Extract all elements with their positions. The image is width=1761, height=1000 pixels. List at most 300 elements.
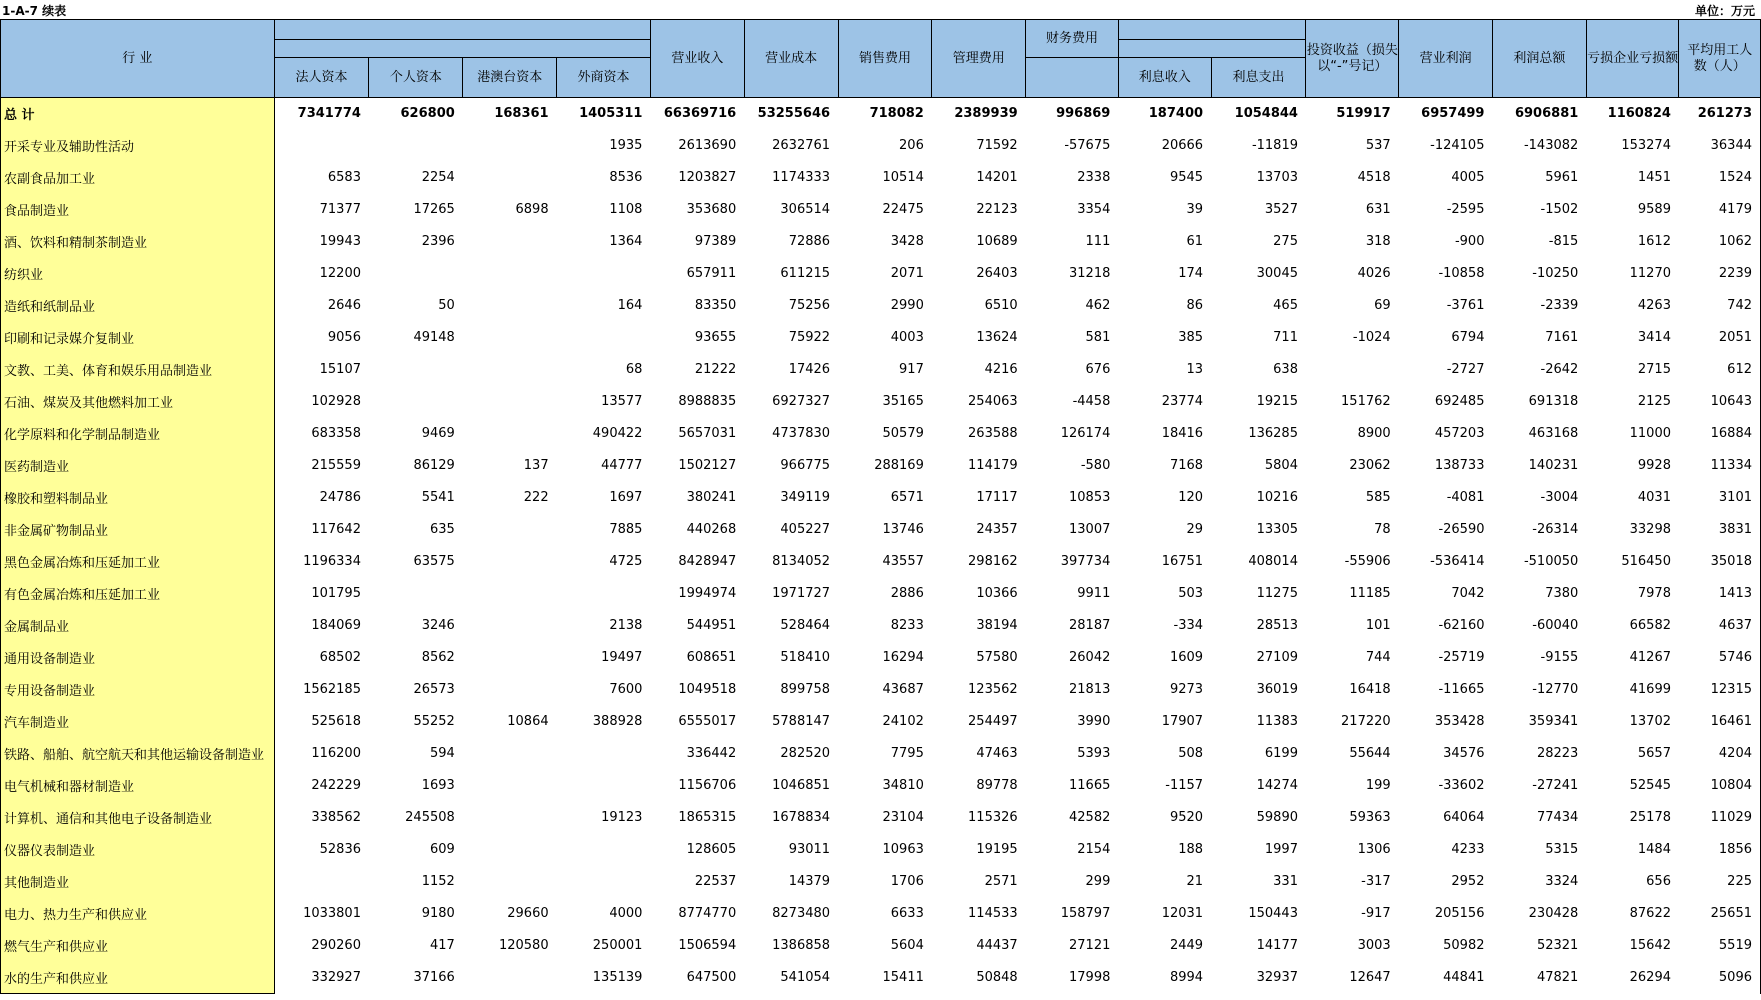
cell-value: 1524	[1679, 162, 1761, 194]
cell-value: 22475	[882, 202, 924, 217]
cell-value: 353680	[686, 202, 737, 217]
cell-value: -580	[1080, 458, 1111, 473]
cell-value: 711	[1273, 330, 1298, 345]
cell-value	[463, 162, 557, 194]
cell-value: 692485	[1434, 394, 1485, 409]
table-row	[1, 674, 1761, 706]
cell-value: 537	[1365, 138, 1391, 153]
cell-value: 16418	[1349, 682, 1391, 697]
cell-value: 647500	[686, 970, 737, 985]
cell-value: 5519	[1679, 930, 1761, 962]
cell-value: 2886	[890, 586, 924, 601]
cell-value: 609	[429, 842, 455, 857]
row-industry-label: 通用设备制造业	[1, 642, 275, 674]
cell-value: 7042	[1451, 586, 1485, 601]
row-industry-label: 农副食品加工业	[1, 162, 275, 194]
cell-value: -1157	[1165, 778, 1204, 793]
cell-value: -317	[1361, 874, 1391, 889]
cell-value: 114179	[968, 458, 1018, 473]
cell-value: 332927	[311, 970, 361, 985]
cell-value: 13577	[601, 394, 643, 409]
cell-value: 19195	[976, 842, 1018, 857]
cell-value: 55252	[413, 714, 455, 729]
cell-value: 29	[1186, 522, 1204, 537]
cell-value: 585	[1365, 490, 1391, 505]
cell-value: 1413	[1679, 578, 1761, 610]
cell-value: 2632761	[772, 138, 831, 153]
cell-value	[463, 642, 557, 674]
cell-value: 9545	[1169, 170, 1204, 185]
cell-value: 9520	[1169, 810, 1204, 825]
cell-value: 3354	[1077, 202, 1111, 217]
cell-value: 331	[1273, 874, 1298, 889]
cell-value: 222	[523, 490, 549, 505]
cell-value: 5657031	[678, 426, 737, 441]
cell-value: 168361	[494, 106, 549, 122]
cell-value: -11819	[1251, 138, 1298, 153]
cell-value: 86	[1186, 298, 1204, 313]
cell-value: 4026	[1357, 266, 1391, 281]
cell-value: 3246	[421, 618, 455, 633]
cell-value: 7341774	[297, 106, 361, 122]
cell-value: 3414	[1637, 330, 1671, 345]
table-row	[1, 610, 1761, 642]
cell-value: -917	[1361, 906, 1391, 921]
cell-value: 8900	[1357, 426, 1391, 441]
cell-value: 5804	[1264, 458, 1298, 473]
cell-value: 19497	[601, 650, 643, 665]
table-row	[1, 546, 1761, 578]
cell-value: -27241	[1532, 778, 1579, 793]
cell-value: 318	[1365, 234, 1391, 249]
cell-value: 966775	[780, 458, 831, 473]
cell-value: 3101	[1679, 482, 1761, 514]
cell-value: 528464	[780, 618, 831, 633]
cell-value: -2339	[1540, 298, 1579, 313]
cell-value: 34576	[1443, 746, 1485, 761]
row-industry-label: 专用设备制造业	[1, 674, 275, 706]
cell-value: 116200	[311, 746, 361, 761]
cell-value: 43687	[882, 682, 924, 697]
cell-value: 5541	[421, 490, 455, 505]
cell-value: 123562	[968, 682, 1018, 697]
row-industry-label: 总 计	[1, 98, 275, 130]
cell-value: 78	[1374, 522, 1391, 537]
cell-value: 5657	[1637, 746, 1671, 761]
cell-value: 41699	[1629, 682, 1671, 697]
cell-value: 11665	[1069, 778, 1111, 793]
cell-value: -26590	[1438, 522, 1485, 537]
cell-value: 541054	[780, 970, 831, 985]
cell-value: 52545	[1629, 778, 1671, 793]
cell-value: 101	[1365, 618, 1391, 633]
cell-value: 10864	[507, 714, 549, 729]
cell-value: 638	[1273, 362, 1298, 377]
row-industry-label: 医药制造业	[1, 450, 275, 482]
cell-value: 380241	[686, 490, 737, 505]
cell-value: 14201	[976, 170, 1018, 185]
cell-value: -124105	[1430, 138, 1485, 153]
cell-value: 1108	[609, 202, 643, 217]
cell-value: 683358	[311, 426, 361, 441]
row-industry-label: 食品制造业	[1, 194, 275, 226]
cell-value	[369, 258, 463, 290]
cell-value: 187400	[1148, 106, 1204, 122]
cell-value: 2449	[1169, 938, 1204, 953]
cell-value: 3527	[1264, 202, 1298, 217]
cell-value: 66582	[1629, 618, 1671, 633]
cell-value	[463, 674, 557, 706]
cell-value: 36344	[1679, 130, 1761, 162]
cell-value: 5096	[1679, 962, 1761, 994]
cell-value	[1306, 354, 1399, 386]
cell-value	[369, 386, 463, 418]
cell-value: 1196334	[303, 554, 361, 569]
cell-value	[463, 738, 557, 770]
unit-label: 单位：万元	[1694, 4, 1755, 18]
cell-value	[557, 834, 651, 866]
cell-value: -25719	[1438, 650, 1485, 665]
cell-value: 42582	[1069, 810, 1111, 825]
cell-value: 261273	[1679, 98, 1761, 130]
cell-value: 26573	[413, 682, 455, 697]
cell-value: -2642	[1540, 362, 1579, 377]
cell-value: 63575	[413, 554, 455, 569]
cell-value	[557, 738, 651, 770]
cell-value: 4637	[1679, 610, 1761, 642]
cell-value: -536414	[1430, 554, 1485, 569]
cell-value: 47463	[976, 746, 1018, 761]
cell-value: 101795	[311, 586, 361, 601]
cell-value	[463, 578, 557, 610]
cell-value: 11185	[1349, 586, 1391, 601]
cell-value: 2239	[1679, 258, 1761, 290]
row-industry-label: 化学原料和化学制品制造业	[1, 418, 275, 450]
cell-value: 1049518	[678, 682, 737, 697]
cell-value: 7168	[1169, 458, 1204, 473]
cell-value: 26294	[1629, 970, 1671, 985]
cell-value: 8428947	[678, 554, 737, 569]
cell-value: 61	[1186, 234, 1204, 249]
cell-value: 1160824	[1607, 106, 1671, 122]
cell-value: 57580	[976, 650, 1018, 665]
cell-value: 744	[1365, 650, 1391, 665]
cell-value: 14177	[1256, 938, 1298, 953]
cell-value: 77434	[1536, 810, 1579, 825]
cell-value: 519917	[1336, 106, 1391, 122]
row-industry-label: 纺织业	[1, 258, 275, 290]
cell-value: 8536	[609, 170, 643, 185]
cell-value: 97389	[694, 234, 737, 249]
cell-value: -815	[1548, 234, 1579, 249]
table-row	[1, 802, 1761, 834]
row-industry-label: 仪器仪表制造业	[1, 834, 275, 866]
cell-value: -10858	[1438, 266, 1485, 281]
cell-value: 691318	[1528, 394, 1579, 409]
cell-value: 43557	[882, 554, 924, 569]
cell-value: -55906	[1344, 554, 1391, 569]
cell-value: 120	[1178, 490, 1204, 505]
header-individual-capital: 个人资本	[369, 58, 463, 98]
cell-value: 47821	[1536, 970, 1579, 985]
cell-value: 6571	[890, 490, 924, 505]
table-row	[1, 834, 1761, 866]
cell-value: 254497	[968, 714, 1018, 729]
cell-value: 2990	[890, 298, 924, 313]
cell-value: 1562185	[303, 682, 361, 697]
cell-value: 22123	[976, 202, 1018, 217]
cell-value: 93655	[694, 330, 737, 345]
table-row	[1, 162, 1761, 194]
cell-value: 17998	[1069, 970, 1111, 985]
header-corporate-capital: 法人资本	[274, 58, 369, 98]
cell-value: 30045	[1256, 266, 1298, 281]
row-industry-label: 橡胶和塑料制品业	[1, 482, 275, 514]
table-row	[1, 98, 1761, 130]
row-industry-label: 计算机、通信和其他电子设备制造业	[1, 802, 275, 834]
cell-value: 4263	[1637, 298, 1671, 313]
cell-value: 184069	[311, 618, 361, 633]
cell-value: 44437	[976, 938, 1018, 953]
cell-value: 16461	[1679, 706, 1761, 738]
header-sales-expense: 销售费用	[838, 20, 932, 98]
cell-value: 89778	[976, 778, 1018, 793]
cell-value: 1506594	[678, 938, 737, 953]
cell-value: 25178	[1629, 810, 1671, 825]
cell-value: 23774	[1161, 394, 1204, 409]
cell-value: 33298	[1629, 522, 1671, 537]
cell-value: 1706	[890, 874, 924, 889]
row-industry-label: 电气机械和器材制造业	[1, 770, 275, 802]
cell-value: 2254	[421, 170, 455, 185]
cell-value	[557, 258, 651, 290]
cell-value: 64064	[1443, 810, 1485, 825]
cell-value	[463, 866, 557, 898]
cell-value: 2051	[1679, 322, 1761, 354]
cell-value	[369, 354, 463, 386]
cell-value: 463168	[1528, 426, 1579, 441]
cell-value	[463, 962, 557, 994]
cell-value: 11029	[1679, 802, 1761, 834]
cell-value: 199	[1365, 778, 1391, 793]
header-foreign-capital: 外商资本	[557, 58, 651, 98]
table-row	[1, 354, 1761, 386]
cell-value: 29660	[507, 906, 549, 921]
cell-value: 490422	[592, 426, 643, 441]
cell-value: 2396	[421, 234, 455, 249]
cell-value: 4518	[1357, 170, 1391, 185]
cell-value: 150443	[1248, 906, 1298, 921]
cell-value: 19943	[319, 234, 361, 249]
cell-value: 24786	[319, 490, 361, 505]
cell-value: 2646	[327, 298, 361, 313]
cell-value: 13746	[882, 522, 924, 537]
cell-value: 6510	[984, 298, 1018, 313]
cell-value: 13305	[1256, 522, 1298, 537]
cell-value: 462	[1085, 298, 1111, 313]
cell-value: 5315	[1545, 842, 1579, 857]
cell-value: 336442	[686, 746, 737, 761]
cell-value: 631	[1365, 202, 1391, 217]
cell-value: 136285	[1248, 426, 1298, 441]
cell-value: 1364	[609, 234, 643, 249]
cell-value: 16751	[1161, 554, 1204, 569]
cell-value: 164	[617, 298, 643, 313]
cell-value: 1678834	[772, 810, 831, 825]
cell-value: 32937	[1256, 970, 1298, 985]
table-row	[1, 866, 1761, 898]
cell-value: 13703	[1256, 170, 1298, 185]
cell-value: 263588	[968, 426, 1018, 441]
table-row	[1, 706, 1761, 738]
cell-value: 4725	[609, 554, 643, 569]
cell-value: 7600	[609, 682, 643, 697]
cell-value: 44777	[601, 458, 643, 473]
cell-value	[463, 322, 557, 354]
cell-value: 38194	[976, 618, 1018, 633]
cell-value: 594	[429, 746, 455, 761]
cell-value: 457203	[1434, 426, 1485, 441]
cell-value: 657911	[686, 266, 737, 281]
cell-value: 9273	[1169, 682, 1204, 697]
cell-value: 5604	[890, 938, 924, 953]
cell-value: 28223	[1536, 746, 1579, 761]
cell-value: 298162	[968, 554, 1018, 569]
cell-value: -12770	[1532, 682, 1579, 697]
cell-value: 1174333	[772, 170, 831, 185]
cell-value: -334	[1173, 618, 1204, 633]
cell-value: 9911	[1077, 586, 1111, 601]
cell-value: 174	[1178, 266, 1204, 281]
cell-value: 635	[429, 522, 455, 537]
cell-value: 75256	[788, 298, 831, 313]
cell-value: -57675	[1064, 138, 1111, 153]
header-interest-expense: 利息支出	[1211, 58, 1306, 98]
cell-value: 217220	[1341, 714, 1391, 729]
cell-value: 3831	[1679, 514, 1761, 546]
cell-value: 25651	[1679, 898, 1761, 930]
cell-value: 17426	[788, 362, 831, 377]
row-industry-label: 有色金属冶炼和压延加工业	[1, 578, 275, 610]
table-row	[1, 258, 1761, 290]
row-industry-label: 其他制造业	[1, 866, 275, 898]
sheet-title-bar	[0, 0, 1761, 18]
cell-value: 4000	[609, 906, 643, 921]
cell-value: 10853	[1069, 490, 1111, 505]
row-industry-label: 水的生产和供应业	[1, 962, 275, 994]
cell-value: 15107	[319, 362, 361, 377]
cell-value: 115326	[968, 810, 1018, 825]
cell-value: -60040	[1532, 618, 1579, 633]
cell-value: 86129	[413, 458, 455, 473]
cell-value	[463, 130, 557, 162]
cell-value: 17265	[413, 202, 455, 217]
cell-value: 71377	[319, 202, 361, 217]
cell-value: 14274	[1256, 778, 1298, 793]
cell-value: 27109	[1256, 650, 1298, 665]
cell-value: -900	[1454, 234, 1485, 249]
cell-value: 10216	[1256, 490, 1298, 505]
cell-value: 10963	[882, 842, 924, 857]
header-interest-subgroup	[1118, 40, 1306, 58]
cell-value: 349119	[780, 490, 831, 505]
row-industry-label: 文教、工美、体育和娱乐用品制造业	[1, 354, 275, 386]
cell-value: 544951	[686, 618, 737, 633]
cell-value: 1451	[1637, 170, 1671, 185]
cell-value: -26314	[1532, 522, 1579, 537]
cell-value	[463, 834, 557, 866]
cell-value: 59890	[1256, 810, 1298, 825]
cell-value: 20666	[1161, 138, 1204, 153]
cell-value: 6957499	[1421, 106, 1485, 122]
cell-value: 282520	[780, 746, 831, 761]
table-row	[1, 930, 1761, 962]
cell-value: -4081	[1446, 490, 1485, 505]
cell-value: 11334	[1679, 450, 1761, 482]
row-industry-label: 印刷和记录媒介复制业	[1, 322, 275, 354]
cell-value: 508	[1178, 746, 1204, 761]
cell-value: 9928	[1637, 458, 1671, 473]
cell-value: 288169	[874, 458, 924, 473]
header-revenue: 营业收入	[650, 20, 744, 98]
cell-value: 55644	[1349, 746, 1391, 761]
cell-value: -10250	[1532, 266, 1579, 281]
cell-value	[463, 258, 557, 290]
cell-value: 6898	[515, 202, 549, 217]
cell-value: 44841	[1443, 970, 1485, 985]
cell-value: 5788147	[772, 714, 831, 729]
cell-value: 1693	[421, 778, 455, 793]
cell-value: 4737830	[772, 426, 831, 441]
cell-value: 4204	[1679, 738, 1761, 770]
cell-value: 71592	[976, 138, 1018, 153]
header-industry: 行 业	[1, 20, 275, 98]
cell-value: 206	[899, 138, 924, 153]
cell-value: 250001	[592, 938, 643, 953]
cell-value: 24102	[882, 714, 924, 729]
cell-value: 1062	[1679, 226, 1761, 258]
header-total-profit: 利润总额	[1492, 20, 1586, 98]
cell-value: 4031	[1637, 490, 1671, 505]
row-industry-label: 燃气生产和供应业	[1, 930, 275, 962]
cell-value: 8273480	[772, 906, 831, 921]
cell-value: 1971727	[772, 586, 831, 601]
table-row	[1, 514, 1761, 546]
cell-value: 1405311	[579, 106, 643, 122]
cell-value: 13007	[1069, 522, 1111, 537]
cell-value: 153274	[1621, 138, 1671, 153]
cell-value: 359341	[1528, 714, 1579, 729]
cell-value: 581	[1085, 330, 1111, 345]
cell-value	[463, 226, 557, 258]
row-industry-label: 铁路、船舶、航空航天和其他运输设备制造业	[1, 738, 275, 770]
cell-value: 4233	[1451, 842, 1485, 857]
cell-value: 899758	[780, 682, 831, 697]
cell-value: 2154	[1077, 842, 1111, 857]
cell-value: 7795	[890, 746, 924, 761]
cell-value: -11665	[1438, 682, 1485, 697]
cell-value: 242229	[311, 778, 361, 793]
cell-value: 440268	[686, 522, 737, 537]
cell-value: 10804	[1679, 770, 1761, 802]
cell-value: 7380	[1545, 586, 1579, 601]
cell-value: 2952	[1451, 874, 1485, 889]
cell-value: 111	[1085, 234, 1111, 249]
cell-value: 11270	[1629, 266, 1671, 281]
cell-value: 299	[1085, 874, 1111, 889]
cell-value: 388928	[592, 714, 643, 729]
cell-value: 138733	[1434, 458, 1485, 473]
